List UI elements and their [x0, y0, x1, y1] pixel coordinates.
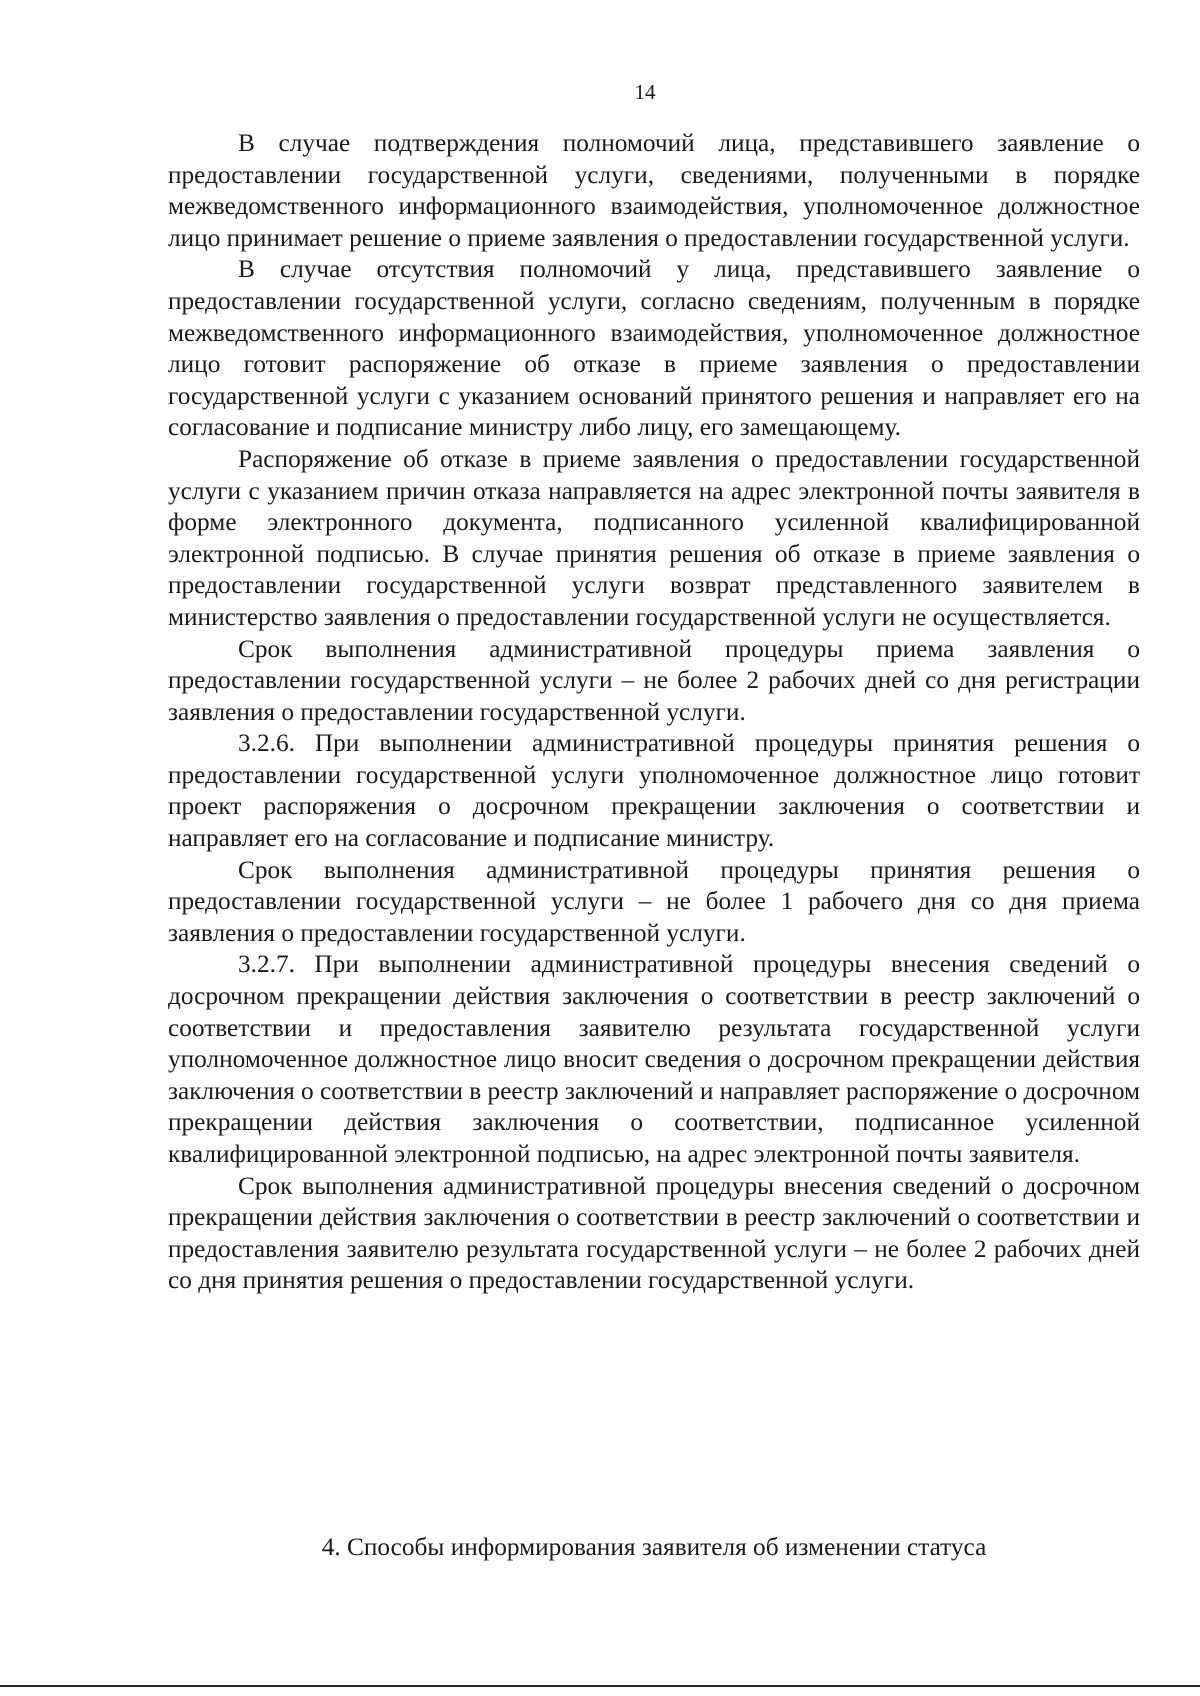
document-body: [168, 128, 1140, 1297]
paragraph-clause-3-2-7: 3.2.7. При выполнении административной процедуры внесения сведений о досрочном прекращении действия заключения о соответствии в реестр заключений о соответствии и предоставления заявителю результата государственной услуги уполномоченное должностное лицо вносит сведения о досрочном прекращении действия заключения о соответствии в реестр заключений и направляет распоряжение о досрочном прекращении действия заключения о соответствии, подписанное усиленной квалифицированной электронной подписью, на адрес электронной почты заявителя.: [168, 950, 1141, 1168]
paragraph-decision-deadline: Срок выполнения административной процедуры принятия решения о предоставлении государственной услуги – не более 1 рабочего дня со дня приема заявления о предоставлении государственной услуги.: [168, 855, 1140, 947]
paragraph-registry-deadline: Срок выполнения административной процедуры внесения сведений о досрочном прекращении действия заключения о соответствии в реестр заключений о соответствии и предоставления заявителю результата государственной услуги – не более 2 рабочих дней со дня принятия решения о предоставлении государственной услуги.: [168, 1171, 1140, 1295]
paragraph-refusal-order: Распоряжение об отказе в приеме заявления о предоставлении государственной услуги с указанием причин отказа направляется на адрес электронной почты заявителя в форме электронного документа, подписанного усиленной квалифицированной электронной подписью. В случае принятия решения об отказе в приеме заявления о предоставлении государственной услуги возврат представленного заявителем в министерство заявления о предоставлении государственной услуги не осуществляется.: [168, 444, 1140, 631]
page-number: 14: [634, 80, 656, 104]
paragraph-authority-confirmed: В случае подтверждения полномочий лица, представившего заявление о предоставлении государственной услуги, сведениями, полученными в порядке межведомственного информационного взаимодействия, уполномоченное должностное лицо принимает решение о приеме заявления о предоставлении государственной услуги.: [168, 129, 1140, 252]
section-heading: 4. Способы информирования заявителя об изменении статуса: [321, 1533, 987, 1561]
paragraph-acceptance-deadline: Срок выполнения административной процедуры приема заявления о предоставлении государственной услуги – не более 2 рабочих дней со дня регистрации заявления о предоставлении государственной услуги.: [168, 634, 1140, 726]
bottom-rule: [0, 1685, 1200, 1687]
paragraph-authority-missing: В случае отсутствия полномочий у лица, представившего заявление о предоставлении государственной услуги, согласно сведениям, полученным в порядке межведомственного информационного взаимодействия, уполномоченное должностное лицо готовит распоряжение об отказе в приеме заявления о предоставлении государственной услуги с указанием оснований принятого решения и направляет его на согласование и подписание министру либо лицу, его замещающему.: [168, 255, 1140, 442]
paragraph-clause-3-2-6: 3.2.6. При выполнении административной процедуры принятия решения о предоставлении государственной услуги уполномоченное должностное лицо готовит проект распоряжения о досрочном прекращении заключения о соответствии и направляет его на согласование и подписание министру.: [168, 729, 1140, 853]
